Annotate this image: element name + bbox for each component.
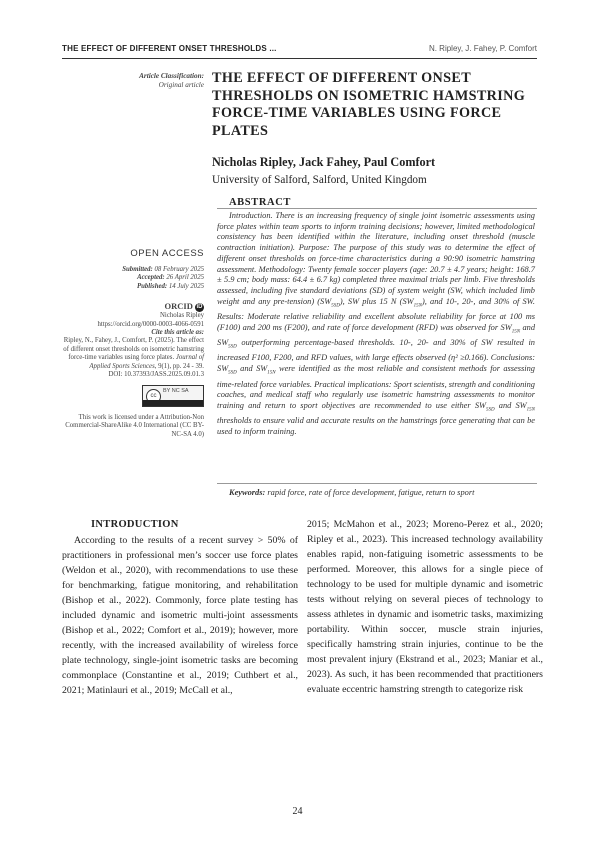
accepted-label: Accepted:: [137, 274, 165, 282]
introduction-heading: INTRODUCTION: [91, 519, 179, 530]
keywords: [229, 488, 474, 497]
orcid-icon: iD: [196, 303, 203, 310]
author-list: Nicholas Ripley, Jack Fahey, Paul Comfort: [212, 155, 436, 169]
submitted-date: 08 February 2025: [154, 266, 204, 273]
license-text: This work is licensed under a Attribution-Non Commercial-ShareAlike 4.0 International (CC BY-NC-SA 4.0): [65, 413, 204, 438]
header-rule: [62, 58, 537, 59]
orcid-name: Nicholas Ripley: [160, 312, 204, 320]
citation-volume: 9(1), pp. 24 - 39.: [158, 362, 204, 370]
classification-label: Article Classification:: [139, 72, 204, 80]
abstract-heading: ABSTRACT: [229, 197, 291, 208]
body-column-right: 2015; McMahon et al., 2023; Moreno-Perez et al., 2020; Ripley et al., 2023). This increased technology availability enables rapid, non-fatiguing isometric assessments to be performed. Moreover, this allows for a single piece of technology to be used for multiple dynamic and isometric tests without relying on several pieces of technology to assess athletes in dynamic and isometric tasks, maximizing portability. Within soccer, muscle strain injuries, specifically hamstring strain injuries, continue to be the most prevalent injury (Ekstrand et al., 2023; Maniar et al., 2023). As such, it has been recommended that practitioners evaluate eccentric hamstring strength to categorize risk: [307, 519, 543, 695]
published-label: Published:: [136, 282, 168, 290]
header-authors: N. Ripley, J. Fahey, P. Comfort: [428, 44, 537, 53]
abstract-text: Introduction. There is an increasing frequency of single joint isometric assessments using force plates within team sports to inform training decisions; however, limited methodological consistency has been identified within the literature, including onset threshold (muscle contraction initiation). Purpose: The purpose of this study was to determine the effect of different onset thresholds on force-time characteristics during a 90:90 isometric hamstring assessment. Methodology: Twenty female soccer players (age: 20.7 ± 4.7 years; height: 168.7 ± 5.9 cm; body mass: 64.4 ± 6.7 kg) completed three maximal trials per limb. Five thresholds assessed, including five standard deviations (SD) of system weight (SW, which included limb weight and any pre-tension) $(SW_{5SD})$, SW plus 15 N $(SW_{15N})$, and 10-, 20-, and 30% of SW. Results: Moderate relative reliability and excellent absolute reliability for force at 100 ms (F100) and 200 ms (F200), and rate of force development (RFD) was observed for $SW_{15N}$ and $SW_{5SD}$ outperforming percentage-based thresholds. 10-, 20- and 30% of SW resulted in increased F100, F200, and RFD values, with large effects observed (η² ≥0.166). Conclusions: $SW_{5SD}$ and $SW_{15N}$ were identified as the most reliable and consistent methods for assessing time-related force variables. Practical implications: Sport scientists, strength and conditioning coaches, and medical staff who regularly use isometric hamstring assessments to monitor training and return to sport objectives are recommended to use either $SW_{5SD}$ and $SW_{15N}$ thresholds to ensure valid and accurate results on the hamstrings force generating that can be used to inform training.: [217, 211, 536, 437]
cite-label: Cite this article as:: [151, 329, 204, 337]
cc-license-badge[interactable]: [142, 385, 204, 407]
article-title: THE EFFECT OF DIFFERENT ONSET THRESHOLDS ON ISOMETRIC HAMSTRING FORCE-TIME VARIABLES USING FORCE PLATES: [212, 70, 526, 139]
cc-badge-text: BY NC SA: [163, 388, 189, 395]
keywords-rule: [217, 483, 537, 484]
citation-doi[interactable]: DOI: 10.37393/JASS.2025.09.01.3: [108, 371, 204, 379]
article-classification: [100, 72, 204, 90]
article-dates: [62, 266, 204, 291]
orcid-link[interactable]: https://orcid.org/0000-0003-4066-0591: [97, 320, 204, 328]
keywords-list: rapid force, rate of force development, fatigue, return to sport: [267, 488, 475, 497]
keywords-label: Keywords:: [229, 488, 266, 497]
body-column-left: According to the results of a recent survey > 50% of practitioners in professional men’s soccer use force plates (Weldon et al., 2020), with recommendations to use these for benchmarking, fatigue monitoring, and rehabilitation (Bishop et al., 2022). Commonly, force plate testing has included dynamic and isometric multi-joint assessments (Bishop et al., 2022; Comfort et al., 2019); however, more recently, with the increased availability of wireless force plate technology, single-joint isometric tasks are becoming commonplace (Constantine et al., 2019; Cuthbert et al., 2021; Matinlauri et al., 2019; McCall et al.,: [62, 535, 298, 696]
cc-badge-bar: [143, 400, 203, 406]
published-date: 14 July 2025: [168, 282, 204, 290]
citation: [62, 337, 204, 371]
classification-value: Original article: [158, 81, 204, 89]
accepted-date: 26 April 2025: [166, 274, 204, 282]
submitted-label: Submitted:: [122, 266, 153, 273]
citation-text: Ripley, N., Fahey, J., Comfort, P. (2025). The effect of different onset thresholds on isometric hamstring force-time variables using force plates.: [63, 337, 204, 362]
affiliation: University of Salford, Salford, United Kingdom: [212, 174, 427, 186]
page-number: 24: [292, 806, 303, 817]
citation-journal: Journal of Applied Sports Sciences,: [89, 354, 204, 370]
header-short-title: THE EFFECT OF DIFFERENT ONSET THRESHOLDS ...: [62, 44, 277, 53]
article-sidebar: [62, 248, 204, 439]
cc-icon: cc: [146, 389, 161, 404]
abstract-rule: [217, 208, 537, 209]
orcid-label: ORCID: [164, 301, 193, 312]
open-access-label: OPEN ACCESS: [130, 248, 204, 259]
orcid-heading: [62, 301, 204, 312]
running-header: [62, 44, 537, 58]
